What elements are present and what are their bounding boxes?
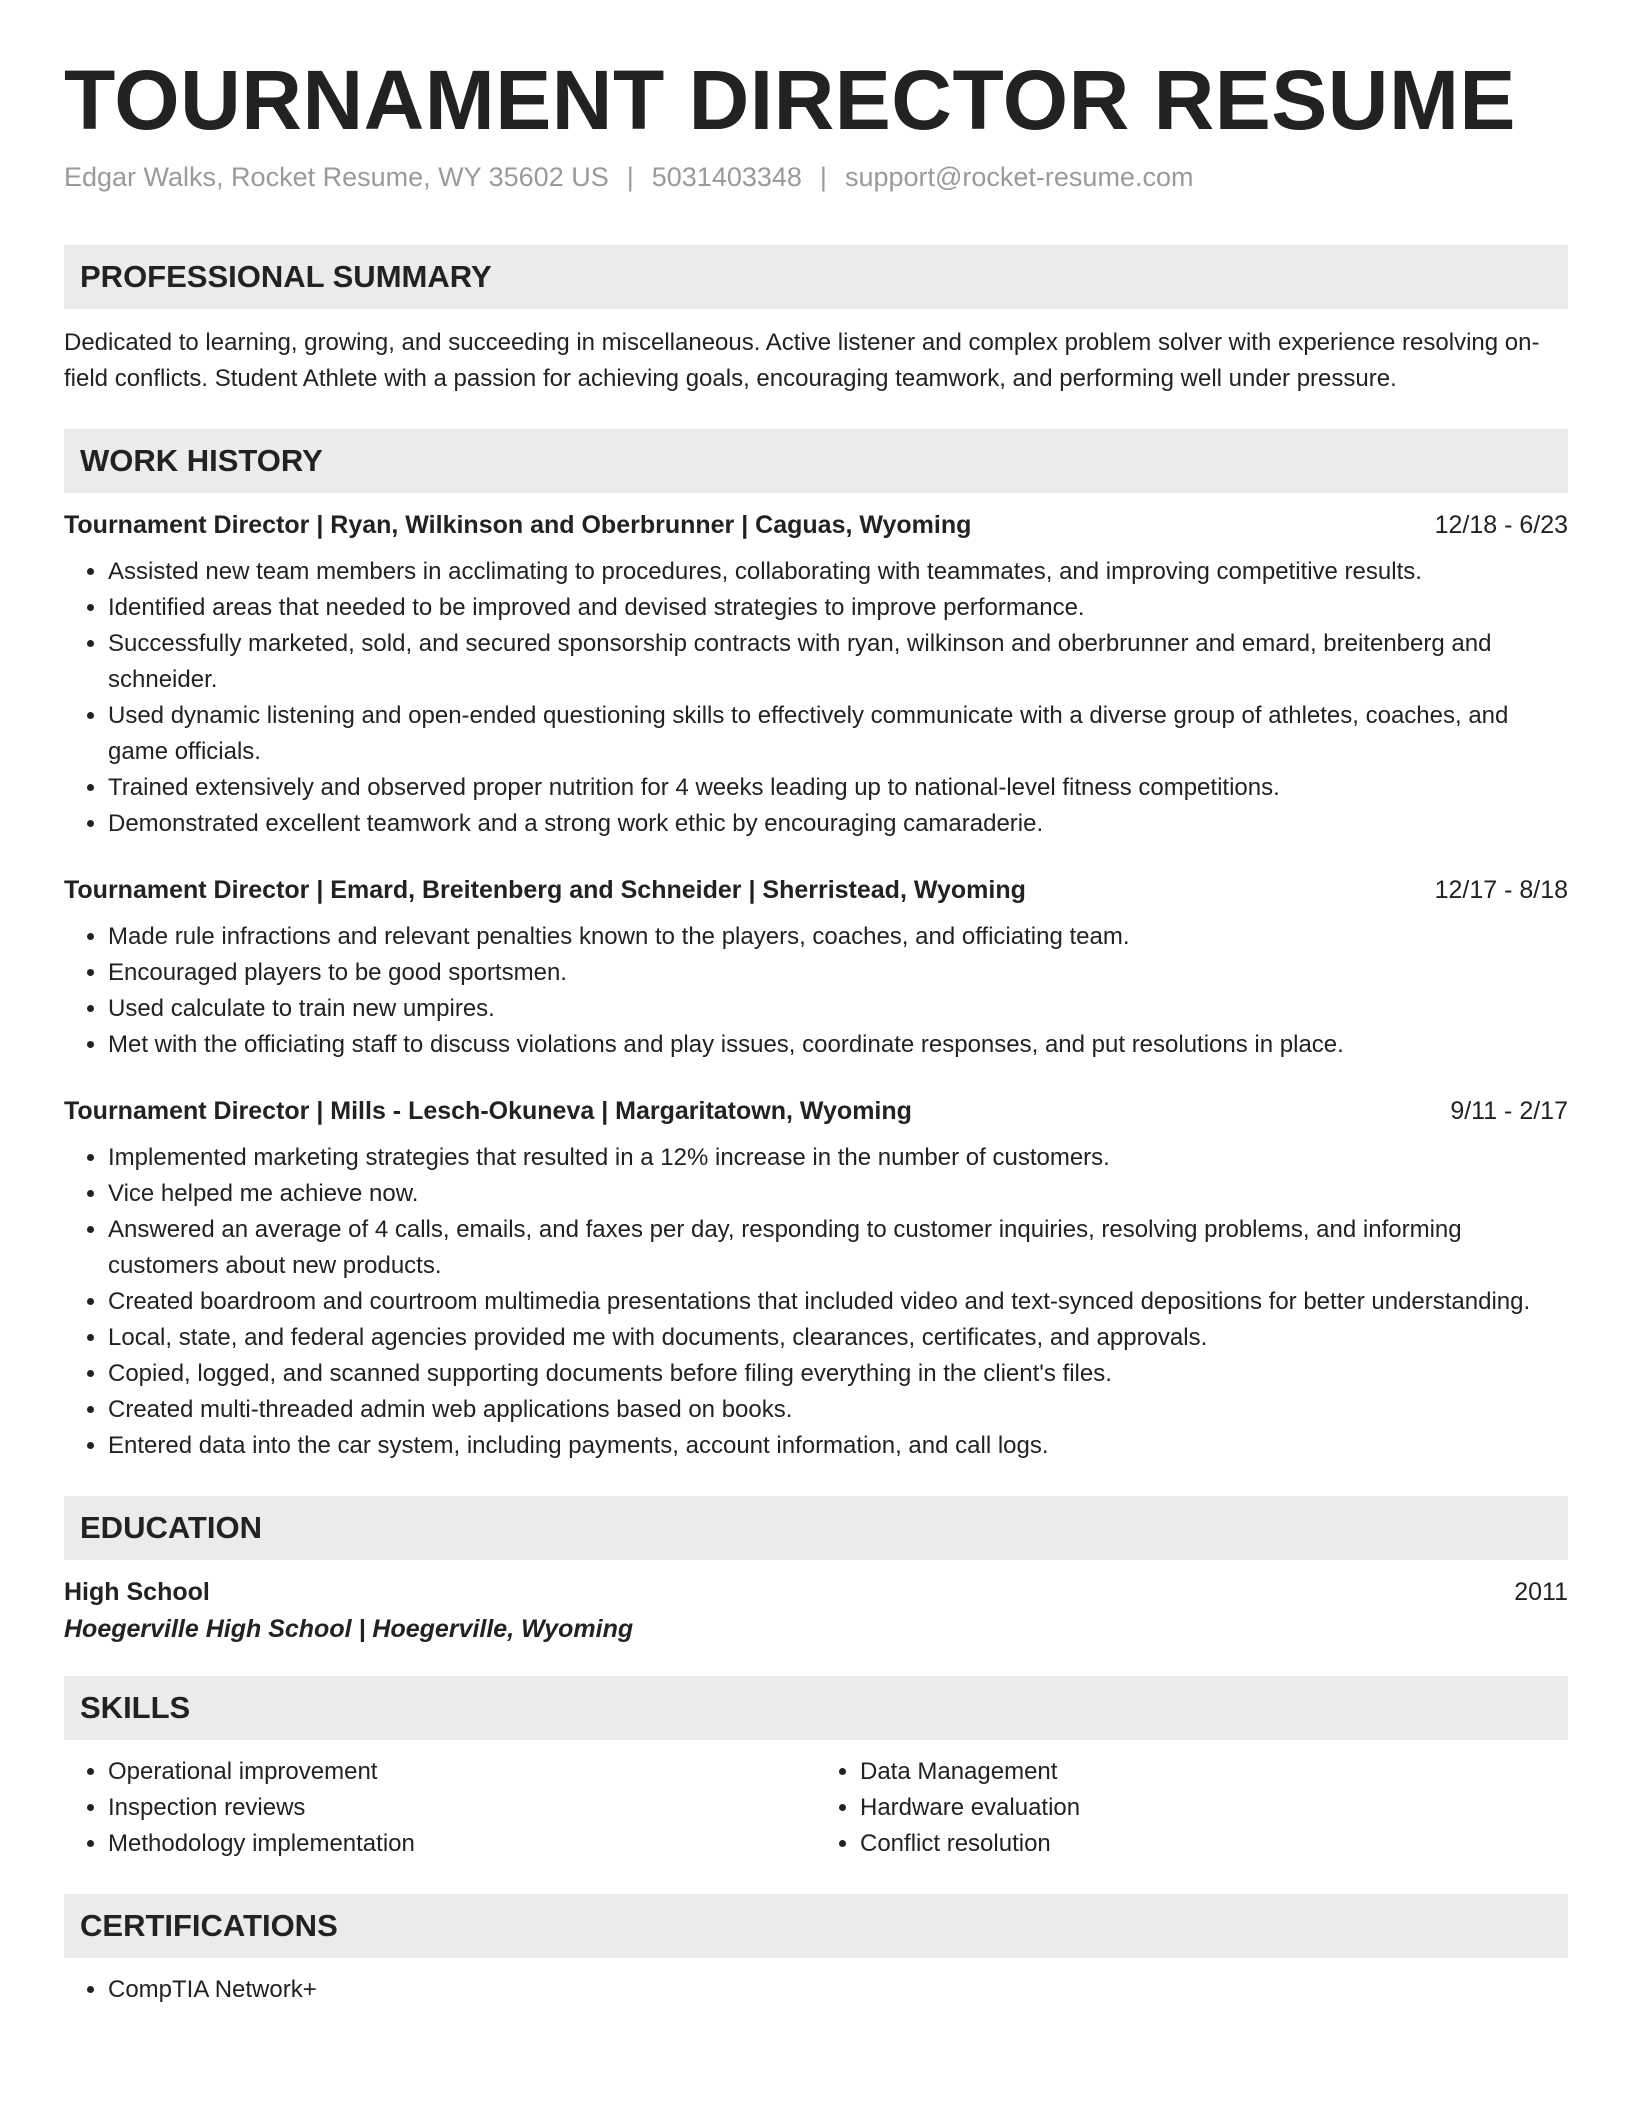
- skill-item: • Inspection reviews: [108, 1790, 816, 1826]
- job-title: Tournament Director | Ryan, Wilkinson and Oberbrunner | Caguas, Wyoming: [64, 511, 972, 540]
- skill-item: • Hardware evaluation: [860, 1790, 1568, 1826]
- skill-item: • Methodology implementation: [108, 1826, 816, 1862]
- job-entry: [64, 1097, 1568, 1464]
- job-bullet: • Vice helped me achieve now.: [108, 1176, 1568, 1212]
- job-header: [64, 511, 1568, 540]
- job-dates: 9/11 - 2/17: [1450, 1097, 1568, 1126]
- job-bullet: • Entered data into the car system, including payments, account information, and call logs.: [108, 1428, 1568, 1464]
- skills-grid: [64, 1754, 1568, 1862]
- work-history-list: [64, 511, 1568, 1464]
- skill-item: • Conflict resolution: [860, 1826, 1568, 1862]
- job-bullet: • Met with the officiating staff to discuss violations and play issues, coordinate responses, and put resolutions in place.: [108, 1027, 1568, 1063]
- job-bullet: • Implemented marketing strategies that resulted in a 12% increase in the number of customers.: [108, 1140, 1568, 1176]
- skill-item: • Data Management: [860, 1754, 1568, 1790]
- contact-separator: |: [626, 162, 634, 193]
- job-entry: [64, 876, 1568, 1063]
- section-header-skills: SKILLS: [64, 1676, 1568, 1740]
- section-header-certifications: CERTIFICATIONS: [64, 1894, 1568, 1958]
- contact-email[interactable]: support@rocket-resume.com: [844, 162, 1194, 193]
- job-header: [64, 1097, 1568, 1126]
- skill-item: • Operational improvement: [108, 1754, 816, 1790]
- job-bullet: • Demonstrated excellent teamwork and a strong work ethic by encouraging camaraderie.: [108, 806, 1568, 842]
- job-bullets: [64, 919, 1568, 1063]
- section-header-work-history: WORK HISTORY: [64, 429, 1568, 493]
- contact-separator: |: [819, 162, 827, 193]
- education-year: 2011: [1514, 1578, 1568, 1607]
- job-bullet: • Copied, logged, and scanned supporting documents before filing everything in the client's files.: [108, 1356, 1568, 1392]
- job-bullet: • Used dynamic listening and open-ended questioning skills to effectively communicate with a diverse group of athletes, coaches, and game officials.: [108, 698, 1568, 770]
- job-bullet: • Created boardroom and courtroom multimedia presentations that included video and text-synced depositions for better understanding.: [108, 1284, 1568, 1320]
- job-bullet: • Assisted new team members in acclimating to procedures, collaborating with teammates, and improving competitive results.: [108, 554, 1568, 590]
- certification-item: • CompTIA Network+: [108, 1972, 1568, 2008]
- education-row: [64, 1578, 1568, 1607]
- job-bullet: • Created multi-threaded admin web applications based on books.: [108, 1392, 1568, 1428]
- job-bullet: • Answered an average of 4 calls, emails, and faxes per day, responding to customer inquiries, resolving problems, and informing customers about new products.: [108, 1212, 1568, 1284]
- job-bullet: • Successfully marketed, sold, and secured sponsorship contracts with ryan, wilkinson and oberbrunner and emard, breitenberg and schneider.: [108, 626, 1568, 698]
- section-header-education: EDUCATION: [64, 1496, 1568, 1560]
- summary-text: Dedicated to learning, growing, and succeeding in miscellaneous. Active listener and complex problem solver with experience resolving on-field conflicts. Student Athlete with a passion for achieving goals, encouraging teamwork, and performing well under pressure.: [64, 329, 1540, 393]
- job-bullet: • Trained extensively and observed proper nutrition for 4 weeks leading up to national-level fitness competitions.: [108, 770, 1568, 806]
- job-bullet: • Identified areas that needed to be improved and devised strategies to improve performance.: [108, 590, 1568, 626]
- skills-list-left: [64, 1754, 816, 1862]
- job-entry: [64, 511, 1568, 842]
- job-bullet: • Local, state, and federal agencies provided me with documents, clearances, certificates, and approvals.: [108, 1320, 1568, 1356]
- job-bullets: [64, 1140, 1568, 1464]
- resume-title: TOURNAMENT DIRECTOR RESUME: [64, 53, 1516, 147]
- job-title: Tournament Director | Mills - Lesch-Okuneva | Margaritatown, Wyoming: [64, 1097, 912, 1126]
- job-dates: 12/18 - 6/23: [1434, 511, 1568, 540]
- certifications-list: [64, 1972, 1568, 2008]
- job-header: [64, 876, 1568, 905]
- job-bullets: [64, 554, 1568, 842]
- contact-line: [64, 162, 1568, 193]
- contact-address: Edgar Walks, Rocket Resume, WY 35602 US: [64, 162, 609, 193]
- education-school: Hoegerville High School | Hoegerville, Wyoming: [64, 1615, 634, 1644]
- section-header-summary: PROFESSIONAL SUMMARY: [64, 245, 1568, 309]
- job-bullet: • Used calculate to train new umpires.: [108, 991, 1568, 1027]
- job-title: Tournament Director | Emard, Breitenberg and Schneider | Sherristead, Wyoming: [64, 876, 1026, 905]
- education-degree: High School: [64, 1578, 210, 1607]
- job-dates: 12/17 - 8/18: [1434, 876, 1568, 905]
- contact-phone: 5031403348: [651, 162, 802, 193]
- job-bullet: • Encouraged players to be good sportsmen.: [108, 955, 1568, 991]
- job-bullet: • Made rule infractions and relevant penalties known to the players, coaches, and officiating team.: [108, 919, 1568, 955]
- skills-list-right: [816, 1754, 1568, 1862]
